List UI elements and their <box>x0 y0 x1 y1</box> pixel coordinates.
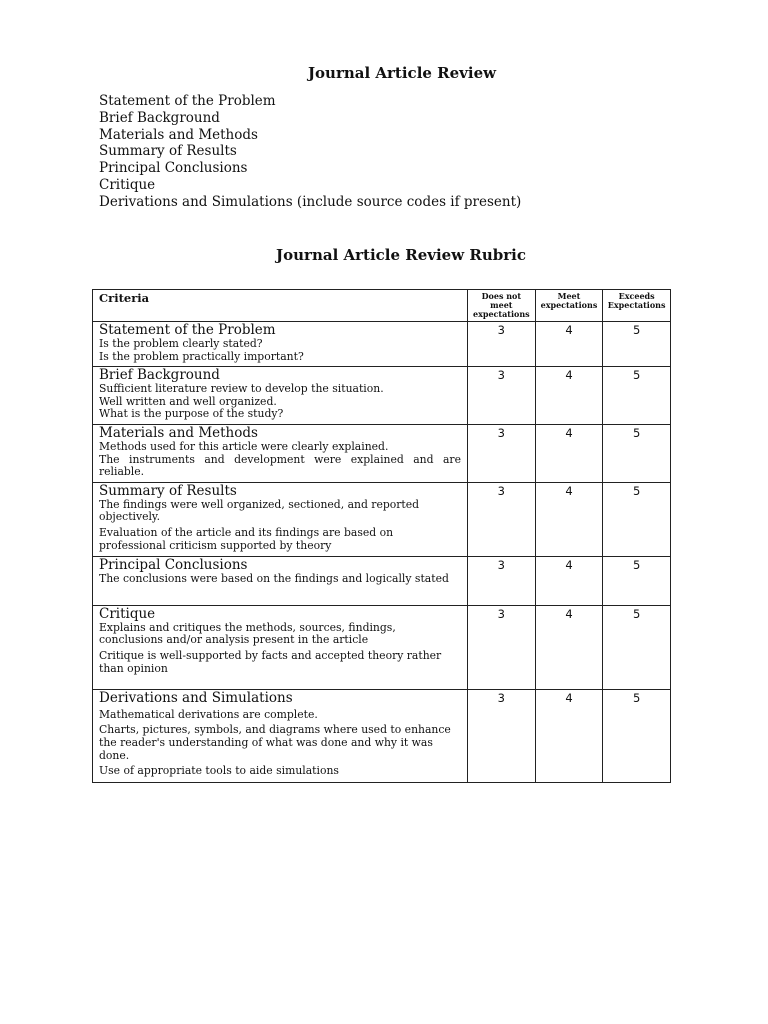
does-not-meet-header: Does not meet expectations <box>468 290 536 322</box>
meet-header: Meet expectations <box>535 290 603 322</box>
criterion-title: Materials and Methods <box>99 424 258 441</box>
criteria-cell <box>93 482 468 556</box>
criteria-cell <box>93 605 468 689</box>
criteria-cell <box>93 322 468 367</box>
rubric-row <box>93 482 671 556</box>
criterion-title: Statement of the Problem <box>99 322 276 338</box>
rubric-row <box>93 605 671 689</box>
section-list-item: Critique <box>99 176 156 193</box>
section-list-item: Principal Conclusions <box>99 160 248 177</box>
score-cell: 3 <box>468 556 536 605</box>
score-cell: 5 <box>603 322 671 367</box>
exceeds-header: Exceeds Expectations <box>603 290 671 322</box>
rubric-row <box>93 424 671 482</box>
criterion-description: Is the problem clearly stated? <box>99 337 263 350</box>
criteria-cell <box>93 367 468 425</box>
score-cell: 3 <box>468 482 536 556</box>
section-list-item: Statement of the Problem <box>99 93 276 109</box>
score-cell: 5 <box>603 424 671 482</box>
criteria-header: Criteria <box>93 290 468 322</box>
section-list-item: Derivations and Simulations (include source codes if present) <box>99 193 522 210</box>
score-cell: 3 <box>468 322 536 367</box>
score-cell: 5 <box>603 367 671 425</box>
section-list-item: Materials and Methods <box>99 126 258 143</box>
criteria-cell <box>93 556 468 605</box>
rubric-row <box>93 689 671 782</box>
criterion-description: Mathematical derivations are complete. <box>99 707 318 721</box>
score-cell: 3 <box>468 689 536 782</box>
criterion-description: The conclusions were based on the findings and logically stated <box>99 571 449 585</box>
criterion-description: Sufficient literature review to develop the situation. <box>99 382 384 396</box>
score-cell: 5 <box>603 689 671 782</box>
criterion-title: Derivations and Simulations <box>99 689 293 706</box>
criterion-description: The instruments and development were explained and are reliable. <box>99 452 461 479</box>
section-list-item: Summary of Results <box>99 143 237 160</box>
score-cell: 3 <box>468 367 536 425</box>
criterion-description: Evaluation of the article and its findings are based on professional criticism supported by theory <box>99 525 394 552</box>
criterion-title: Summary of Results <box>99 482 237 499</box>
criterion-title: Critique <box>99 605 156 622</box>
criterion-description: Explains and critiques the methods, sources, findings, conclusions and/or analysis present in the article <box>99 620 396 647</box>
rubric-table <box>92 289 671 783</box>
rubric-header-row <box>93 290 671 322</box>
score-cell: 3 <box>468 605 536 689</box>
criterion-description: Charts, pictures, symbols, and diagrams where used to enhance the reader's understanding of what was done and why it was done. <box>99 723 451 762</box>
rubric-title: Journal Article Review Rubric <box>276 246 526 264</box>
score-cell: 4 <box>535 367 603 425</box>
criterion-description: Well written and well organized. <box>99 394 277 408</box>
score-cell: 5 <box>603 556 671 605</box>
score-cell: 4 <box>535 556 603 605</box>
score-cell: 4 <box>535 322 603 367</box>
score-cell: 4 <box>535 689 603 782</box>
criteria-cell <box>93 424 468 482</box>
score-cell: 4 <box>535 482 603 556</box>
criteria-cell <box>93 689 468 782</box>
criterion-description: What is the purpose of the study? <box>99 407 284 421</box>
criterion-description: Use of appropriate tools to aide simulations <box>99 764 339 778</box>
rubric-row <box>93 367 671 425</box>
section-list-item: Brief Background <box>99 109 220 126</box>
criterion-description: Critique is well-supported by facts and accepted theory rather than opinion <box>99 648 442 675</box>
rubric-row <box>93 556 671 605</box>
score-cell: 5 <box>603 605 671 689</box>
score-cell: 4 <box>535 605 603 689</box>
score-cell: 3 <box>468 424 536 482</box>
criterion-description: Is the problem practically important? <box>99 349 304 363</box>
score-cell: 5 <box>603 482 671 556</box>
score-cell: 4 <box>535 424 603 482</box>
section-list <box>99 93 521 211</box>
page-title: Journal Article Review <box>307 64 497 82</box>
rubric-row <box>93 322 671 367</box>
criterion-description: Methods used for this article were clearly explained. <box>99 439 389 453</box>
criterion-title: Principal Conclusions <box>99 556 248 573</box>
criterion-title: Brief Background <box>99 367 220 384</box>
criterion-description: The findings were well organized, sectioned, and reported objectively. <box>99 497 420 524</box>
